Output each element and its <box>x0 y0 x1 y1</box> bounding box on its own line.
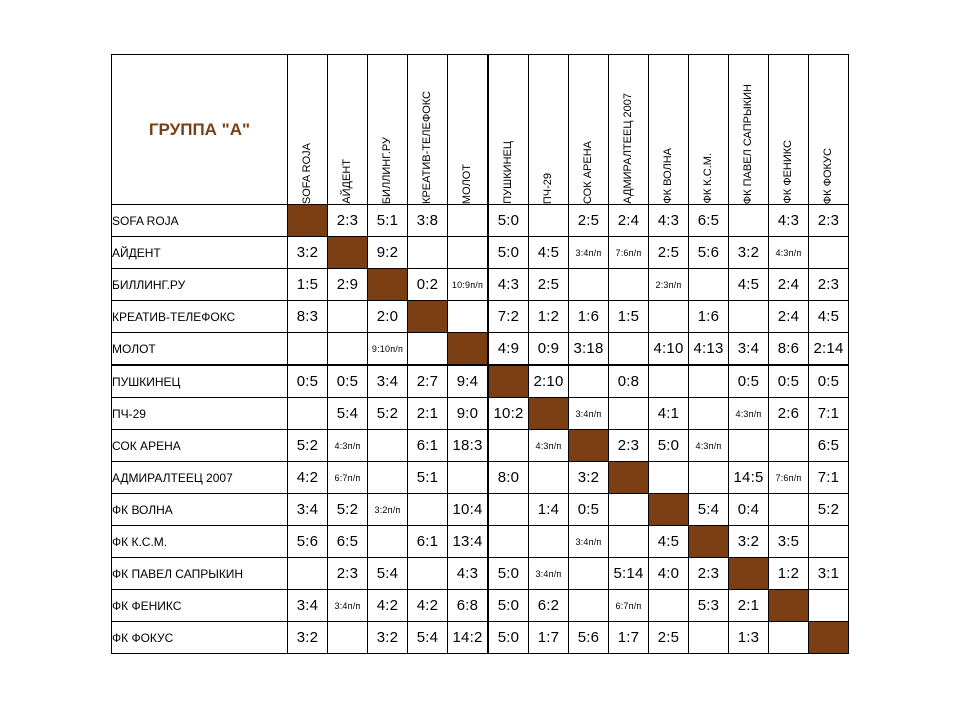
result-cell: 5:4 <box>689 494 729 526</box>
result-cell <box>288 398 328 430</box>
result-cell: 0:5 <box>809 365 849 398</box>
result-cell: 2:3 <box>809 205 849 237</box>
result-cell: 5:0 <box>488 590 529 622</box>
result-cell: 3:2п/п <box>368 494 408 526</box>
result-cell <box>328 333 368 366</box>
row-header-team: АЙДЕНТ <box>112 237 288 269</box>
result-cell: 7:6п/п <box>769 462 809 494</box>
column-header-team <box>488 55 529 205</box>
result-cell: 5:3 <box>689 590 729 622</box>
result-cell <box>408 333 448 366</box>
table-row <box>112 301 849 333</box>
result-cell: 5:4 <box>328 398 368 430</box>
result-cell: 9:2 <box>368 237 408 269</box>
result-cell: 2:1 <box>408 398 448 430</box>
result-cell: 0:5 <box>569 494 609 526</box>
result-cell: 4:9 <box>488 333 529 366</box>
diagonal-cell <box>729 558 769 590</box>
result-cell: 2:3 <box>328 205 368 237</box>
result-cell: 4:2 <box>408 590 448 622</box>
result-cell: 7:2 <box>488 301 529 333</box>
result-cell <box>288 558 328 590</box>
column-header-label: ФК ФОКУС <box>822 147 834 204</box>
result-cell: 3:8 <box>408 205 448 237</box>
column-header-label: ФК ПАВЕЛ САПРЫКИН <box>742 83 754 204</box>
result-cell: 5:6 <box>689 237 729 269</box>
result-cell: 0:4 <box>729 494 769 526</box>
column-header-label: АДМИРАЛТЕЕЦ 2007 <box>622 93 634 204</box>
result-cell: 3:2 <box>729 237 769 269</box>
column-header-team <box>729 55 769 205</box>
result-cell: 0:2 <box>408 269 448 301</box>
result-cell: 1:5 <box>609 301 649 333</box>
result-cell <box>288 333 328 366</box>
result-cell <box>529 462 569 494</box>
row-header-team: ФК ВОЛНА <box>112 494 288 526</box>
result-cell: 4:10 <box>649 333 689 366</box>
column-header-team <box>448 55 489 205</box>
result-cell: 10:2 <box>488 398 529 430</box>
column-header-team <box>328 55 368 205</box>
column-header-label: ПУШКИНЕЦ <box>502 141 514 204</box>
column-header-label: SOFA ROJA <box>301 142 313 204</box>
result-cell <box>488 430 529 462</box>
result-cell <box>448 237 489 269</box>
row-header-team: ПУШКИНЕЦ <box>112 365 288 398</box>
result-cell: 1:5 <box>288 269 328 301</box>
result-cell: 14:2 <box>448 622 489 654</box>
result-cell: 5:0 <box>488 237 529 269</box>
table-row <box>112 526 849 558</box>
diagonal-cell <box>689 526 729 558</box>
result-cell: 4:3п/п <box>328 430 368 462</box>
result-cell: 4:1 <box>649 398 689 430</box>
result-cell <box>488 494 529 526</box>
table-row <box>112 494 849 526</box>
result-cell: 2:1 <box>729 590 769 622</box>
result-cell <box>609 269 649 301</box>
table-row <box>112 237 849 269</box>
row-header-team: ПЧ-29 <box>112 398 288 430</box>
result-cell: 5:0 <box>488 558 529 590</box>
result-cell: 3:4 <box>288 494 328 526</box>
result-cell: 5:6 <box>288 526 328 558</box>
result-cell <box>328 622 368 654</box>
column-header-label: ПЧ-29 <box>542 172 554 204</box>
result-cell: 4:3п/п <box>729 398 769 430</box>
result-cell: 2:4 <box>769 269 809 301</box>
column-header-label: БИЛЛИНГ.РУ <box>381 136 393 204</box>
result-cell <box>408 494 448 526</box>
result-cell: 1:2 <box>769 558 809 590</box>
result-cell: 6:7п/п <box>328 462 368 494</box>
diagonal-cell <box>569 430 609 462</box>
diagonal-cell <box>288 205 328 237</box>
result-cell: 6:1 <box>408 430 448 462</box>
result-cell <box>569 590 609 622</box>
result-cell: 5:2 <box>288 430 328 462</box>
result-cell: 2:4 <box>609 205 649 237</box>
result-cell: 4:13 <box>689 333 729 366</box>
result-cell: 0:8 <box>609 365 649 398</box>
result-cell <box>448 462 489 494</box>
row-header-team: БИЛЛИНГ.РУ <box>112 269 288 301</box>
column-header-label: КРЕАТИВ-ТЕЛЕФОКС <box>421 91 433 204</box>
result-cell: 6:1 <box>408 526 448 558</box>
result-cell: 6:2 <box>529 590 569 622</box>
result-cell: 5:1 <box>368 205 408 237</box>
result-cell <box>368 462 408 494</box>
column-header-label: МОЛОТ <box>461 163 473 204</box>
result-cell: 0:9 <box>529 333 569 366</box>
result-cell <box>488 526 529 558</box>
result-cell: 18:3 <box>448 430 489 462</box>
result-cell: 4:3 <box>649 205 689 237</box>
result-cell: 8:0 <box>488 462 529 494</box>
result-cell <box>689 622 729 654</box>
column-header-team <box>609 55 649 205</box>
result-cell <box>569 558 609 590</box>
result-cell <box>809 237 849 269</box>
result-cell: 9:0 <box>448 398 489 430</box>
result-cell: 1:6 <box>569 301 609 333</box>
result-cell: 6:8 <box>448 590 489 622</box>
result-cell: 4:2 <box>368 590 408 622</box>
diagonal-cell <box>408 301 448 333</box>
result-cell: 3:5 <box>769 526 809 558</box>
column-header-team <box>809 55 849 205</box>
result-cell: 4:5 <box>809 301 849 333</box>
result-cell: 2:5 <box>529 269 569 301</box>
row-header-team: ФК ФЕНИКС <box>112 590 288 622</box>
header-row <box>112 55 849 205</box>
diagonal-cell <box>529 398 569 430</box>
result-cell: 8:6 <box>769 333 809 366</box>
result-cell: 4:3п/п <box>769 237 809 269</box>
result-cell: 3:2 <box>368 622 408 654</box>
result-cell: 2:3 <box>809 269 849 301</box>
result-cell: 4:3п/п <box>689 430 729 462</box>
result-cell: 2:4 <box>769 301 809 333</box>
result-cell: 1:4 <box>529 494 569 526</box>
result-cell <box>448 205 489 237</box>
result-cell: 5:1 <box>408 462 448 494</box>
row-header-team: МОЛОТ <box>112 333 288 366</box>
result-cell: 3:4п/п <box>529 558 569 590</box>
result-cell: 2:7 <box>408 365 448 398</box>
result-cell: 5:0 <box>649 430 689 462</box>
result-cell: 7:6п/п <box>609 237 649 269</box>
result-cell <box>649 301 689 333</box>
result-cell <box>609 333 649 366</box>
result-cell: 4:5 <box>649 526 689 558</box>
diagonal-cell <box>809 622 849 654</box>
result-cell: 4:3 <box>448 558 489 590</box>
result-cell <box>729 430 769 462</box>
result-cell: 0:5 <box>769 365 809 398</box>
result-cell: 1:7 <box>529 622 569 654</box>
result-cell: 2:0 <box>368 301 408 333</box>
result-cell: 5:0 <box>488 205 529 237</box>
result-cell: 5:4 <box>368 558 408 590</box>
result-cell: 7:1 <box>809 462 849 494</box>
result-cell: 0:5 <box>729 365 769 398</box>
result-cell: 6:5 <box>809 430 849 462</box>
standings-table <box>111 54 849 654</box>
result-cell: 3:4п/п <box>569 526 609 558</box>
result-cell: 3:4 <box>368 365 408 398</box>
group-title: ГРУППА "А" <box>112 55 288 205</box>
result-cell: 3:2 <box>288 622 328 654</box>
result-cell: 3:4п/п <box>328 590 368 622</box>
result-cell: 7:1 <box>809 398 849 430</box>
row-header-team: ФК ФОКУС <box>112 622 288 654</box>
result-cell <box>689 398 729 430</box>
result-cell: 3:18 <box>569 333 609 366</box>
result-cell: 0:5 <box>288 365 328 398</box>
table-row <box>112 365 849 398</box>
result-cell <box>368 430 408 462</box>
diagonal-cell <box>488 365 529 398</box>
result-cell: 3:1 <box>809 558 849 590</box>
result-cell: 10:4 <box>448 494 489 526</box>
result-cell: 1:2 <box>529 301 569 333</box>
result-cell: 3:4 <box>288 590 328 622</box>
result-cell <box>569 365 609 398</box>
column-header-team <box>529 55 569 205</box>
column-header-team <box>408 55 448 205</box>
result-cell: 3:4п/п <box>569 237 609 269</box>
result-cell: 9:10п/п <box>368 333 408 366</box>
result-cell: 5:14 <box>609 558 649 590</box>
result-cell: 5:6 <box>569 622 609 654</box>
row-header-team: СОК АРЕНА <box>112 430 288 462</box>
result-cell: 4:3 <box>769 205 809 237</box>
row-header-team: SOFA ROJA <box>112 205 288 237</box>
result-cell: 5:2 <box>368 398 408 430</box>
result-cell: 0:5 <box>328 365 368 398</box>
result-cell: 2:5 <box>649 622 689 654</box>
result-cell <box>408 237 448 269</box>
column-header-label: ФК ФЕНИКС <box>782 140 794 204</box>
result-cell: 4:3 <box>488 269 529 301</box>
result-cell <box>529 205 569 237</box>
column-header-team <box>649 55 689 205</box>
column-header-label: ФК К.С.М. <box>702 153 714 204</box>
column-header-label: АЙДЕНТ <box>341 159 353 204</box>
result-cell: 3:2 <box>729 526 769 558</box>
result-cell <box>729 205 769 237</box>
result-cell: 5:0 <box>488 622 529 654</box>
table-row <box>112 398 849 430</box>
row-header-team: КРЕАТИВ-ТЕЛЕФОКС <box>112 301 288 333</box>
table-row <box>112 430 849 462</box>
result-cell: 6:7п/п <box>609 590 649 622</box>
row-header-team: ФК К.С.М. <box>112 526 288 558</box>
table-row <box>112 590 849 622</box>
result-cell <box>649 590 689 622</box>
result-cell: 1:6 <box>689 301 729 333</box>
result-cell <box>769 622 809 654</box>
table-row <box>112 462 849 494</box>
row-header-team: АДМИРАЛТЕЕЦ 2007 <box>112 462 288 494</box>
result-cell: 10:9п/п <box>448 269 489 301</box>
result-cell: 2:5 <box>649 237 689 269</box>
result-cell: 4:2 <box>288 462 328 494</box>
result-cell <box>569 269 609 301</box>
result-cell <box>529 526 569 558</box>
result-cell: 2:6 <box>769 398 809 430</box>
results-body <box>112 205 849 654</box>
column-header-label: СОК АРЕНА <box>582 140 594 204</box>
result-cell: 3:4 <box>729 333 769 366</box>
column-header-team <box>368 55 408 205</box>
result-cell: 5:2 <box>328 494 368 526</box>
result-cell <box>689 365 729 398</box>
result-cell: 1:3 <box>729 622 769 654</box>
result-cell: 4:3п/п <box>529 430 569 462</box>
result-cell: 1:7 <box>609 622 649 654</box>
result-cell: 13:4 <box>448 526 489 558</box>
result-cell: 2:3 <box>328 558 368 590</box>
result-cell: 4:5 <box>729 269 769 301</box>
result-cell: 3:2 <box>288 237 328 269</box>
result-cell <box>448 301 489 333</box>
result-cell: 5:2 <box>809 494 849 526</box>
column-header-team <box>288 55 328 205</box>
diagonal-cell <box>328 237 368 269</box>
result-cell <box>609 526 649 558</box>
result-cell <box>649 365 689 398</box>
result-cell: 6:5 <box>328 526 368 558</box>
result-cell <box>609 398 649 430</box>
table-row <box>112 205 849 237</box>
diagonal-cell <box>769 590 809 622</box>
result-cell <box>689 269 729 301</box>
result-cell <box>729 301 769 333</box>
result-cell: 8:3 <box>288 301 328 333</box>
result-cell <box>809 526 849 558</box>
result-cell <box>408 558 448 590</box>
result-cell: 9:4 <box>448 365 489 398</box>
result-cell: 2:3 <box>609 430 649 462</box>
result-cell: 2:5 <box>569 205 609 237</box>
table-row <box>112 558 849 590</box>
column-header-team <box>769 55 809 205</box>
result-cell: 6:5 <box>689 205 729 237</box>
result-cell <box>649 462 689 494</box>
result-cell: 2:14 <box>809 333 849 366</box>
result-cell: 5:4 <box>408 622 448 654</box>
table-row <box>112 269 849 301</box>
result-cell: 3:4п/п <box>569 398 609 430</box>
result-cell: 4:5 <box>529 237 569 269</box>
result-cell: 2:3 <box>689 558 729 590</box>
result-cell <box>769 430 809 462</box>
row-header-team: ФК ПАВЕЛ САПРЫКИН <box>112 558 288 590</box>
diagonal-cell <box>368 269 408 301</box>
result-cell: 3:2 <box>569 462 609 494</box>
table-row <box>112 622 849 654</box>
diagonal-cell <box>609 462 649 494</box>
result-cell <box>609 494 649 526</box>
column-header-team <box>689 55 729 205</box>
column-header-team <box>569 55 609 205</box>
table-row <box>112 333 849 366</box>
result-cell: 2:9 <box>328 269 368 301</box>
result-cell: 2:10 <box>529 365 569 398</box>
result-cell <box>769 494 809 526</box>
result-cell <box>368 526 408 558</box>
result-cell: 14:5 <box>729 462 769 494</box>
diagonal-cell <box>649 494 689 526</box>
column-header-label: ФК ВОЛНА <box>662 148 674 204</box>
result-cell <box>689 462 729 494</box>
diagonal-cell <box>448 333 489 366</box>
result-cell: 2:3п/п <box>649 269 689 301</box>
result-cell: 4:0 <box>649 558 689 590</box>
result-cell <box>328 301 368 333</box>
result-cell <box>809 590 849 622</box>
